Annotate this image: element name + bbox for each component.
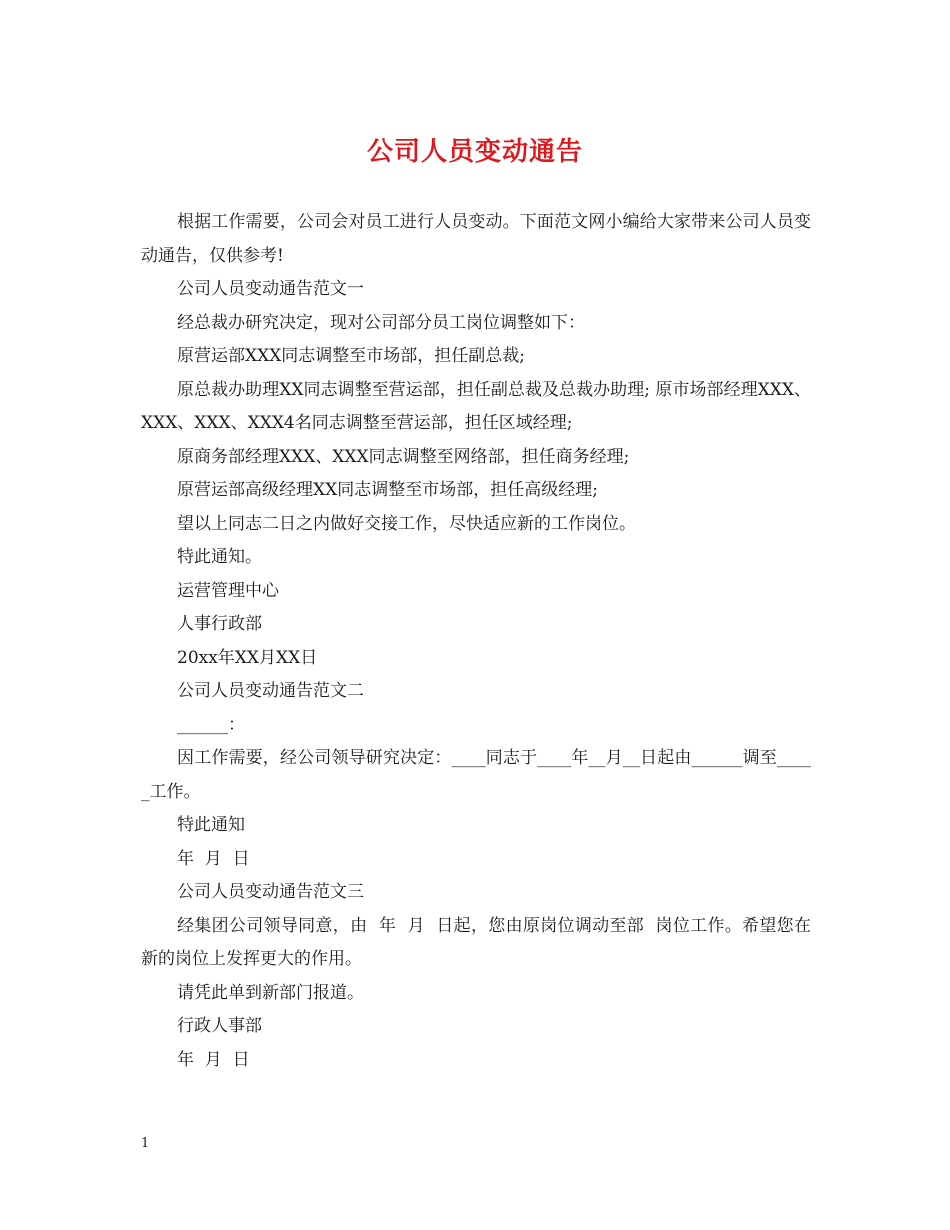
- signature-date: 年 月 日: [177, 848, 250, 869]
- signature-date: 20xx年XX月XX日: [177, 647, 318, 668]
- section-heading-sample-1: 公司人员变动通告范文一: [177, 279, 364, 299]
- paragraph: 经总裁办研究决定，现对公司部分员工岗位调整如下：: [177, 312, 585, 333]
- intro-paragraph: 根据工作需要，公司会对员工进行人员变动。下面范文网小编给大家带来公司人员变动通告，仅供参考!: [141, 212, 811, 266]
- paragraph: 原营运部高级经理XX同志调整至市场部，担任高级经理;: [177, 480, 598, 500]
- notice-closing: 特此通知。: [177, 547, 262, 567]
- paragraph: 请凭此单到新部门报道。: [177, 982, 364, 1003]
- section-heading-sample-3: 公司人员变动通告范文三: [177, 882, 364, 902]
- paragraph: 原总裁办助理XX同志调整至营运部，担任副总裁及总裁办助理; 原市场部经理XXX、XXX、XXX、XXX4名同志调整至营运部，担任区域经理;: [141, 379, 811, 433]
- signature-department: 行政人事部: [177, 1016, 262, 1036]
- page-number: 1: [141, 1136, 150, 1151]
- section-heading-sample-2: 公司人员变动通告范文二: [177, 681, 364, 701]
- paragraph: 望以上同志二日之内做好交接工作，尽快适应新的工作岗位。: [177, 513, 636, 534]
- signature-date: 年 月 日: [177, 1049, 250, 1070]
- signature-department: 运营管理中心: [177, 580, 279, 601]
- paragraph: 因工作需要，经公司领导研究决定：____同志于____年__月__日起由______调至_____工作。: [141, 748, 811, 802]
- paragraph: 原商务部经理XXX、XXX同志调整至网络部，担任商务经理;: [177, 446, 630, 467]
- paragraph: 经集团公司领导同意，由 年 月 日起，您由原岗位调动至部 岗位工作。希望您在新的岗位上发挥更大的作用。: [141, 915, 811, 969]
- notice-closing: 特此通知: [177, 815, 245, 835]
- paragraph: 原营运部XXX同志调整至市场部，担任副总裁;: [177, 346, 526, 366]
- document-title: 公司人员变动通告: [366, 137, 583, 167]
- salutation-blank: ______：: [177, 714, 245, 735]
- signature-department: 人事行政部: [177, 614, 262, 634]
- document-body: [141, 206, 811, 1077]
